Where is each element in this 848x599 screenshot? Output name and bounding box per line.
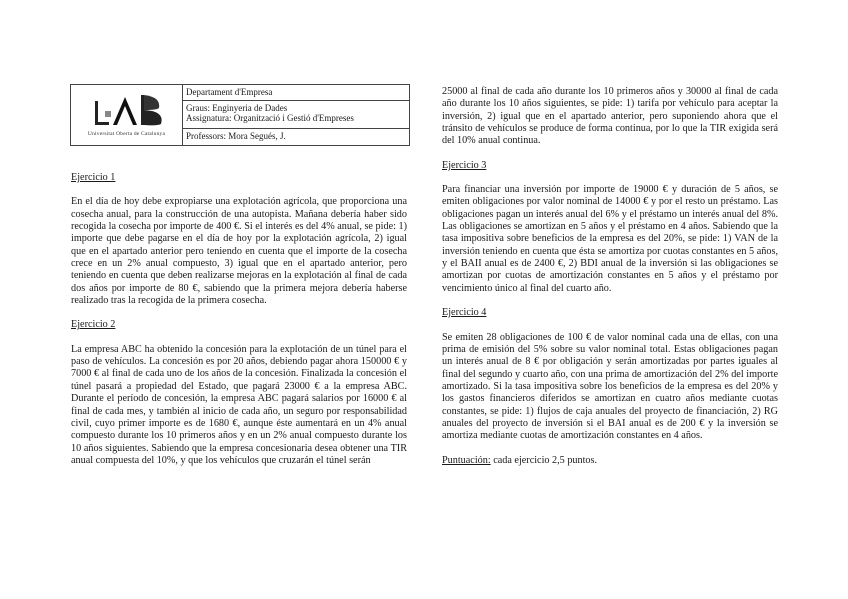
logo-cell <box>71 85 183 145</box>
exercise-1-title: Ejercicio 1 <box>71 172 116 183</box>
course-row <box>183 101 409 129</box>
professors-label: Professors: Mora Segués, J. <box>186 131 286 141</box>
scoring-line <box>442 455 778 467</box>
right-column <box>442 86 778 467</box>
exercise-2-text: La empresa ABC ha obtenido la concesión para la explotación de un túnel para el paso de vehículos. La concesión es por 20 años, debiendo pagar ahora 150000 € y 7000 € al final de cada uno de los años de la concesión. Finalizada la concesión el túnel pasará a propiedad del Estado, que pagará 23000 € a la empresa ABC. Durante el período de concesión, la empresa ABC pagará salarios por 16000 € al final de cada mes, y también al inicio de cada año, un seguro por responsabilidad civil, cuyo primer importe es de 1680 €, aunque éste aumentará en un 4% anual compuesto durante los 10 primeros años y en un 2% anual compuesto durante los 10 años siguientes. Sabiendo que la empresa concesionaria desea obtener una TIR anual compuesta del 10%, y que los vehículos que cruzarán el túnel serán <box>71 343 407 466</box>
header-table <box>70 84 410 146</box>
scoring-text: cada ejercicio 2,5 puntos. <box>490 454 598 466</box>
exercise-3-text: Para financiar una inversión por importe de 19000 € y duración de 5 años, se emiten obligaciones por valor nominal de 14000 € y por el resto un préstamo. Las obligaciones pagan un interés anual del 6% y el préstamo un interés anual del 8%. Las obligaciones se amortizan en 5 años y el préstamo en 4 años. Sabiendo que la tasa impositiva sobre beneficios de la empresa es del 20%, se pide: 1) VAN de la inversión teniendo en cuenta que ésta se amortiza por cuotas constantes en 5 años, y el BAII anual es de 2400 €, 2) BDI anual de la inversión si las obligaciones se amortizan por cuotas de amortización constantes en 5 años y el préstamo por vencimiento único al final del cuarto año. <box>442 184 778 294</box>
exercise-2-title: Ejercicio 2 <box>71 319 116 331</box>
exercise-4-text: Se emiten 28 obligaciones de 100 € de valor nominal cada una de ellas, con una prima de emisión del 5% sobre su valor nominal total. Estas obligaciones pagan un interés anual de 8 € por obligación y serán amortizadas por partes iguales al final del segundo y cuarto año, con una prima de amortización del 2% del importe amortizado. Si la tasa impositiva sobre los beneficios de la empresa es del 20% y los gastos financieros diferidos se amortizan en cuatro años mediante cuotas constantes, se pide: 1) flujos de caja anuales del proyecto de financiación, 2) RG anuales del proyecto de inversión si el BAI anual es de 200 € y la inversión se amortiza mediante cuotas de amortización constantes en 4 años. <box>442 331 778 442</box>
studies-label: Graus: Enginyeria de Dades <box>186 103 288 113</box>
department-label: Departament d'Empresa <box>186 87 273 97</box>
department-row <box>183 85 409 101</box>
scoring-label: Puntuación: <box>442 454 491 466</box>
header-info <box>183 85 409 145</box>
university-logo <box>81 91 173 131</box>
exercise-2-continuation: 25000 al final de cada año durante los 10 primeros años y 30000 al final de cada año durante los 10 años siguientes, se pide: 1) tarifa por vehículo para aceptar la inversión, 2) igual que en el apartado anterior, pero suponiendo ahora que el tránsito de vehículos se produce de forma continua, por lo que la TIR exigida será del 10% anual continua. <box>442 86 778 147</box>
professors-row <box>183 129 409 145</box>
subject-label: Assignatura: Organització i Gestió d'Empreses <box>186 113 354 123</box>
exercise-3-title: Ejercicio 3 <box>442 159 487 171</box>
exercise-1-text: En el día de hoy debe expropiarse una explotación agrícola, que proporciona una cosecha anual, para la construcción de una autopista. Mañana debería haber sido recogida la cosecha por importe de 400 €. Si el interés es del 4% anual, se pide: 1) importe que debe pagarse en el día de hoy por la explotación agrícola, 2) igual que en el apartado anterior pero teniendo en cuenta que el importe de la cosecha crece en un 2% anual compuesto, 3) igual que en el apartado anterior, pero teniendo en cuenta que deben realizarse mejoras en la explotación al final de cada dos años por importe de 80 €, sabiendo que la primera mejora debería haberse realizado tras la recogida de la primera cosecha. <box>71 196 407 307</box>
left-column <box>71 172 407 467</box>
exercise-4-title: Ejercicio 4 <box>442 307 487 319</box>
logo-caption: Universitat Oberta de Catalunya <box>87 131 166 137</box>
